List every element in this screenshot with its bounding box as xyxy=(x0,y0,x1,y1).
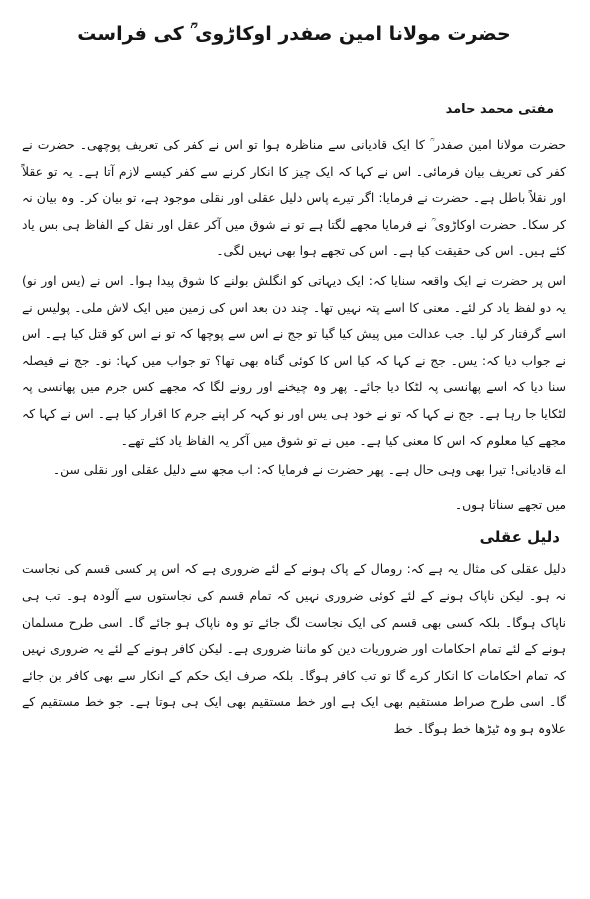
paragraph-rational-proof: دلیل عقلی کی مثال یہ ہے کہ: رومال کے پاک ہونے کے لئے ضروری ہے کہ اس پر کسی قسم کی نجاست نہ ہو۔ لیکن ناپاک ہونے کے لئے کوئی ضروری نہیں کہ تمام قسم کی نجاستوں سے آلودہ ہو۔ تب ہی ناپاک ہوگا۔ بلکہ کسی بھی قسم کی ایک نجاست لگ جائے تو وہ ناپاک ہو جائے گا۔ اسی طرح مسلمان ہونے کے لئے تمام احکامات اور ضروریات دین کو ماننا ضروری ہے۔ لیکن کافر ہونے کے لئے یہ ضروری نہیں کہ تمام احکامات کا انکار کرے گا تو تب کافر ہوگا۔ بلکہ صرف ایک حکم کے انکار سے بھی کافر بن جائے گا۔ اسی طرح صراط مستقیم بھی ایک ہے اور خط مستقیم بھی ایک ہی ہوتا ہے۔ جو خط مستقیم کے علاوہ ہو وہ ٹیڑھا خط ہوگا۔ خط xyxy=(22,561,566,736)
paragraph-debate-intro: حضرت مولانا امین صفدر ؒ کا ایک قادیانی سے مناظرہ ہوا تو اس نے کفر کی تعریف پوچھی۔ حضرت نے کفر کی تعریف بیان فرمائی۔ اس نے کہا کہ ایک چیز کا انکار کرنے سے کفر کیسے لازم آتا ہے۔ یہ تو عقلاً اور نقلاً باطل ہے۔ حضرت نے فرمایا: اگر تیرے پاس دلیل عقلی اور نقلی موجود ہے، تو بیان کر۔ وہ بیان نہ کر سکا۔ حضرت اوکاڑوی ؒ نے فرمایا مجھے لگتا ہے تو نے شوق میں آکر عقل اور نقل کے الفاظ ہی بس یاد کئے ہیں۔ اس کی حقیقت کیا ہے۔ اس کی تجھے ہوا بھی نہیں لگی۔ xyxy=(22,137,566,259)
paragraph-address-qadiani: اے قادیانی! تیرا بھی وہی حال ہے۔ پھر حضرت نے فرمایا کہ: اب مجھ سے دلیل عقلی اور نقلی سن۔ xyxy=(52,462,566,478)
author-name: مفتی محمد حامد xyxy=(445,102,554,117)
section-heading-rational-proof: دلیل عقلی xyxy=(479,528,560,547)
article-title: حضرت مولانا امین صفدر اوکاڑوی ؒ کی فراست xyxy=(77,23,511,45)
article-body xyxy=(22,132,566,742)
paragraph-i-tell-you: میں تجھے سناتا ہوں۔ xyxy=(454,496,566,512)
paragraph-villager-story: اس پر حضرت نے ایک واقعہ سنایا کہ: ایک دیہاتی کو انگلش بولنے کا شوق پیدا ہوا۔ اس نے (یس اور نو) یہ دو لفظ یاد کر لئے۔ معنی کا اسے پتہ نہیں تھا۔ چند دن بعد اس کی زمین میں ایک لاش ملی۔ پولیس نے اسے گرفتار کر لیا۔ جب عدالت میں پیش کیا گیا تو جج نے اس سے پوچھا کہ تو نے اس کو قتل کیا ہے۔ اس نے جواب دیا کہ: یس۔ جج نے کہا کہ کیا اس کا کوئی گناہ بھی تھا؟ تو جواب میں کہا: نو۔ جج نے فیصلہ سنا دیا کہ اسے پھانسی پہ لٹکا دیا جائے۔ پھر وہ چیخنے اور رونے لگا کہ مجھے کس جرم میں پھانسی پہ لٹکایا جا رہا ہے۔ جج نے کہا کہ تو نے خود ہی یس اور نو کہہ کر اپنے جرم کا اقرار کیا ہے۔ اس نے کہا کہ مجھے کیا معلوم کہ اس کا معنی کیا ہے۔ میں نے تو شوق میں آکر یہ الفاظ یاد کئے تھے۔ xyxy=(22,272,566,448)
